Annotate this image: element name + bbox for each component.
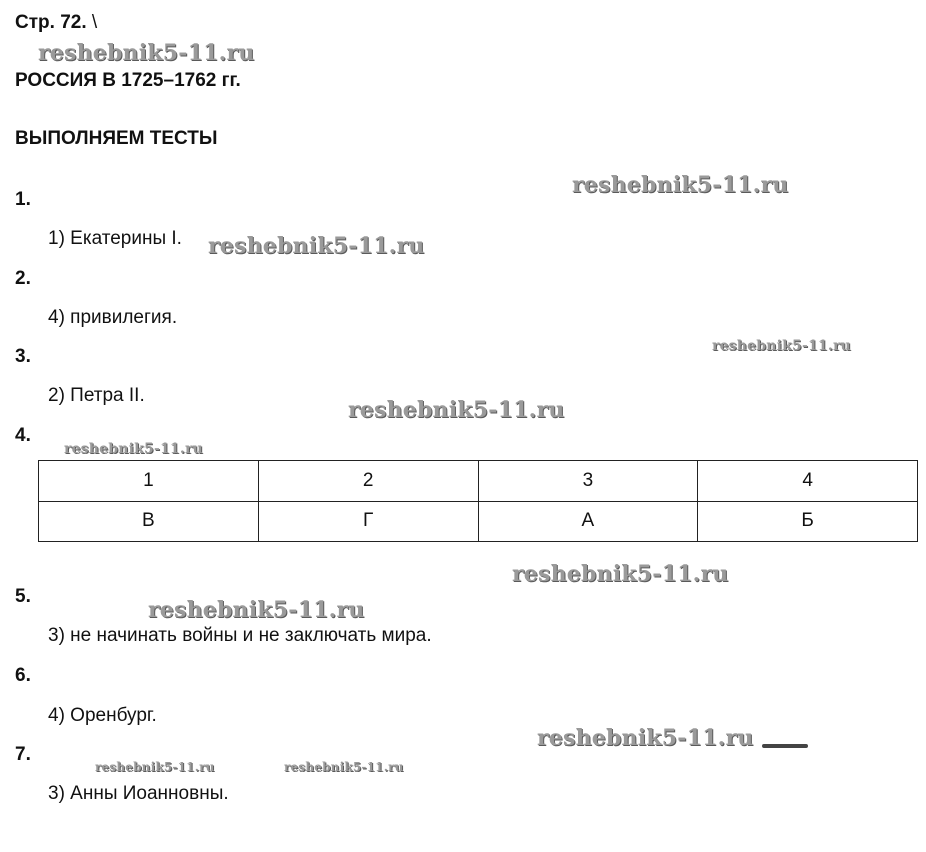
answer-3: 2) Петра II. xyxy=(48,385,145,406)
table-cell: Г xyxy=(258,501,478,542)
answer-5: 3) не начинать войны и не заключать мира. xyxy=(48,625,432,646)
watermark-text: reshebnik5-11.ru xyxy=(572,172,789,198)
question-number-6: 6. xyxy=(15,665,31,686)
answer-6: 4) Оренбург. xyxy=(48,705,157,726)
watermark-text: reshebnik5-11.ru xyxy=(512,561,729,587)
watermark-text: reshebnik5-11.ru xyxy=(148,597,365,623)
table-cell: А xyxy=(478,501,698,542)
question-number-7: 7. xyxy=(15,744,31,765)
answer-1: 1) Екатерины I. xyxy=(48,228,182,249)
page-reference: Стр. 72. \ xyxy=(15,12,98,33)
question-number-5: 5. xyxy=(15,586,31,607)
section-title: ВЫПОЛНЯЕМ ТЕСТЫ xyxy=(15,128,218,149)
watermark-text: reshebnik5-11.ru xyxy=(38,40,255,66)
answer-7: 3) Анны Иоанновны. xyxy=(48,783,229,804)
watermark-text: reshebnik5-11.ru xyxy=(208,233,425,259)
table-cell: Б xyxy=(698,501,918,542)
table-header-cell: 3 xyxy=(478,461,698,502)
question-number-3: 3. xyxy=(15,346,31,367)
watermark-text: reshebnik5-11.ru xyxy=(95,760,215,774)
answer-2: 4) привилегия. xyxy=(48,307,178,328)
watermark-text: reshebnik5-11.ru xyxy=(712,338,851,354)
question-number-2: 2. xyxy=(15,268,31,289)
watermark-text: reshebnik5-11.ru xyxy=(348,397,565,423)
question-number-4: 4. xyxy=(15,425,31,446)
watermark-text: reshebnik5-11.ru xyxy=(284,760,404,774)
question-number-1: 1. xyxy=(15,189,31,210)
table-row xyxy=(39,461,918,502)
chapter-title: РОССИЯ В 1725–1762 гг. xyxy=(15,70,241,91)
table-cell: В xyxy=(39,501,259,542)
table-row xyxy=(39,501,918,542)
watermark-text: reshebnik5-11.ru xyxy=(64,441,203,457)
table-header-cell: 4 xyxy=(698,461,918,502)
ink-smudge xyxy=(762,744,808,748)
matching-table xyxy=(38,460,918,542)
watermark-text: reshebnik5-11.ru xyxy=(537,725,754,751)
table-header-cell: 1 xyxy=(39,461,259,502)
table-header-cell: 2 xyxy=(258,461,478,502)
